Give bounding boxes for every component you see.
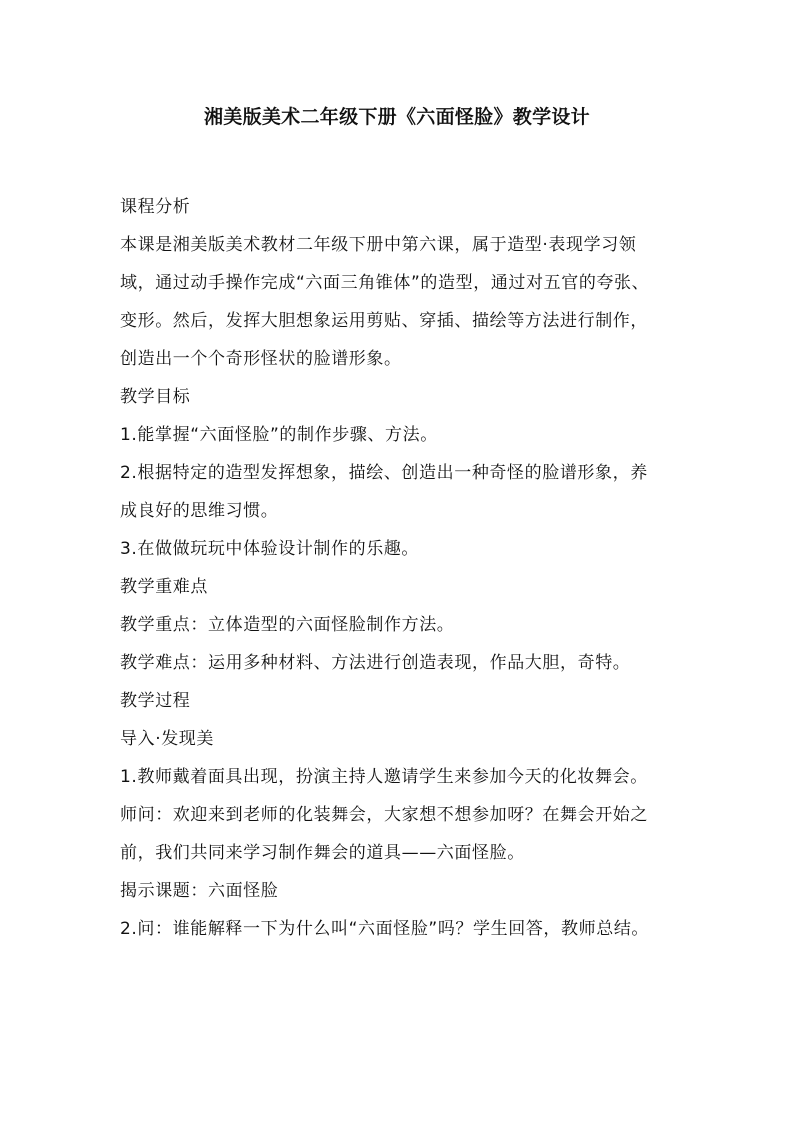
difficulty-point: 教学难点：运用多种材料、方法进行创造表现，作品大胆，奇特。 — [120, 653, 631, 673]
objective-item: 2.根据特定的造型发挥想象，描绘、创造出一种奇怪的脸谱形象，养 — [120, 463, 648, 483]
section-heading-objectives: 教学目标 — [120, 387, 191, 407]
subsection-heading-intro: 导入·发现美 — [120, 729, 215, 749]
objective-item: 1.能掌握“六面怪脸”的制作步骤、方法。 — [120, 425, 438, 445]
paragraph-line: 本课是湘美版美术教材二年级下册中第六课，属于造型·表现学习领 — [120, 235, 637, 255]
paragraph-line: 创造出一个个奇形怪状的脸谱形象。 — [120, 349, 402, 369]
process-step-line: 师问：欢迎来到老师的化装舞会，大家想不想参加呀？在舞会开始之 — [120, 805, 648, 825]
document-body — [120, 188, 690, 948]
objective-item: 3.在做做玩玩中体验设计制作的乐趣。 — [120, 539, 420, 559]
section-heading-process: 教学过程 — [120, 691, 191, 711]
process-step: 1.教师戴着面具出现，扮演主持人邀请学生来参加今天的化妆舞会。 — [120, 767, 648, 787]
section-heading-course-analysis: 课程分析 — [120, 197, 191, 217]
document-title: 湘美版美术二年级下册《六面怪脸》教学设计 — [203, 106, 590, 128]
key-point: 教学重点：立体造型的六面怪脸制作方法。 — [120, 615, 455, 635]
objective-item-continuation: 成良好的思维习惯。 — [120, 501, 279, 521]
section-heading-key-points: 教学重难点 — [120, 577, 208, 597]
process-step: 2.问：谁能解释一下为什么叫“六面怪脸”吗？学生回答，教师总结。 — [120, 919, 650, 939]
process-step-line: 前，我们共同来学习制作舞会的道具——六面怪脸。 — [120, 843, 525, 863]
paragraph-line: 变形。然后，发挥大胆想象运用剪贴、穿插、描绘等方法进行制作， — [120, 311, 648, 331]
reveal-topic: 揭示课题：六面怪脸 — [120, 881, 279, 901]
paragraph-line: 域，通过动手操作完成“六面三角锥体”的造型，通过对五官的夸张、 — [120, 273, 650, 293]
